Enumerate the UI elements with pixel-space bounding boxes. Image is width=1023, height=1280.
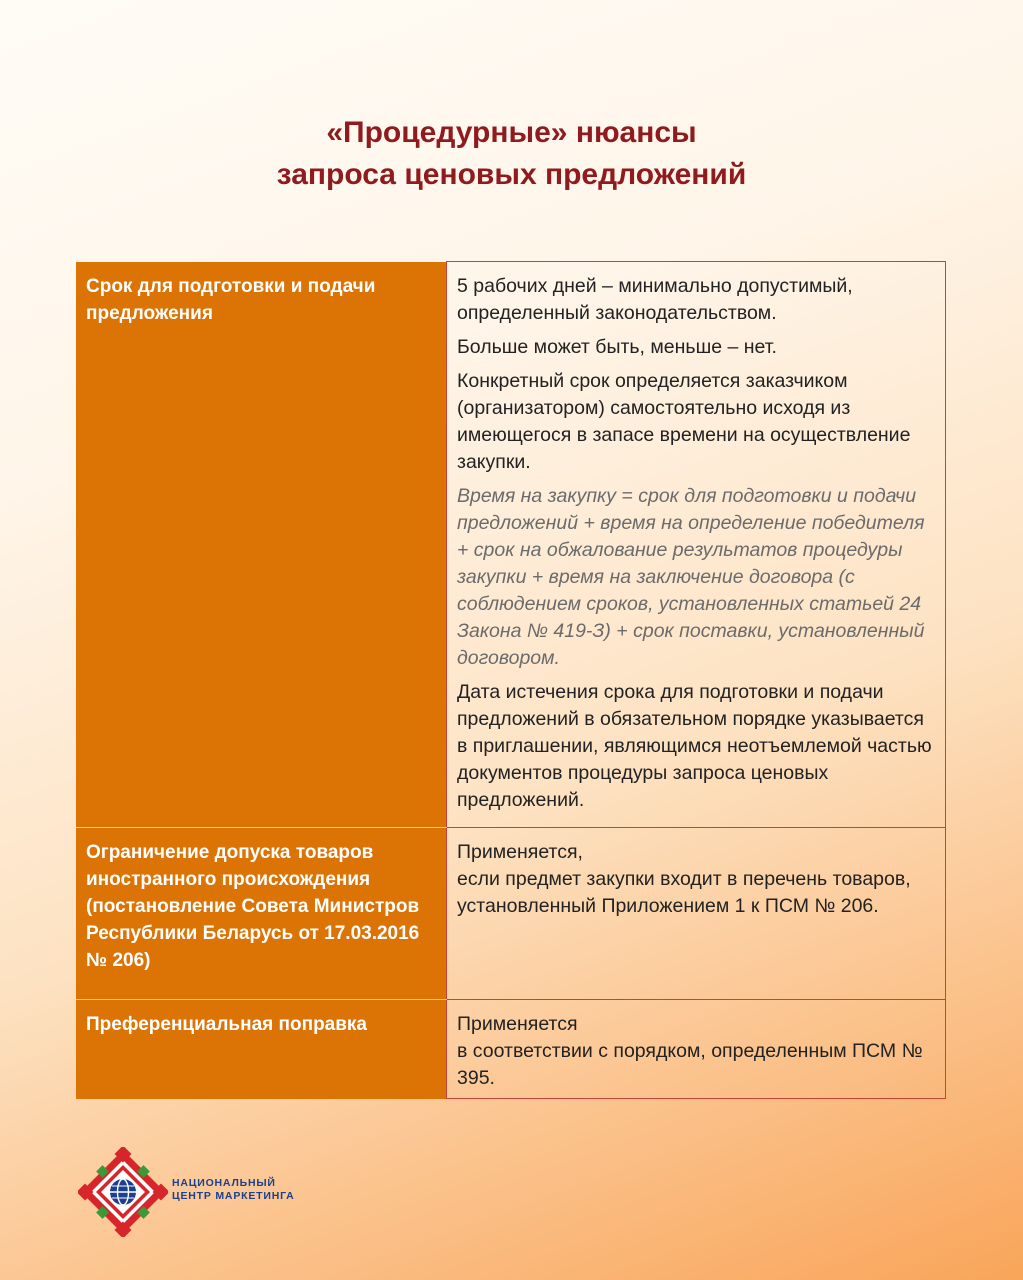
formula-paragraph: Время на закупку = срок для подготовки и подачи предложений + время на определение победителя + срок на обжалование результатов процедуры закупки + время на заключение договора (с соблюдением сроков, установленных статьей 24 Закона № 419-З) + срок поставки, установленный договором. — [457, 485, 925, 669]
paragraph: Применяется, — [457, 841, 583, 863]
organization-name-line-2: ЦЕНТР МАРКЕТИНГА — [172, 1190, 295, 1202]
row-value — [447, 1000, 946, 1099]
title-line-1: «Процедурные» нюансы — [326, 116, 697, 149]
row-label: Ограничение допуска товаров иностранного происхождения (постановление Совета Министров Республики Беларусь от 17.03.2016 № 206) — [76, 828, 447, 1000]
organization-name — [172, 1177, 295, 1203]
row-value — [447, 262, 946, 828]
paragraph: Применяется — [457, 1013, 578, 1035]
row-label: Срок для подготовки и подачи предложения — [76, 262, 447, 828]
page-title — [0, 112, 1023, 196]
title-line-2: запроса ценовых предложений — [276, 158, 747, 191]
paragraph: Дата истечения срока для подготовки и подачи предложений в обязательном порядке указывается в приглашении, являющимся неотъемлемой частью документов процедуры запроса ценовых предложений. — [457, 681, 932, 811]
organization-name-line-1: НАЦИОНАЛЬНЫЙ — [172, 1177, 276, 1189]
table-row — [76, 828, 946, 1000]
row-value — [447, 828, 946, 1000]
paragraph: если предмет закупки входит в перечень товаров, установленный Приложением 1 к ПСМ № 206. — [457, 868, 911, 917]
paragraph: 5 рабочих дней – минимально допустимый, определенный законодательством. — [457, 275, 853, 324]
paragraph: Больше может быть, меньше – нет. — [457, 336, 777, 358]
paragraph: Конкретный срок определяется заказчиком (организатором) самостоятельно исходя из имеющегося в запасе времени на осуществление закупки. — [457, 370, 911, 473]
procedures-table — [76, 261, 946, 1099]
national-ornament-globe-icon — [78, 1147, 168, 1237]
paragraph: в соответствии с порядком, определенным ПСМ № 395. — [457, 1040, 923, 1089]
row-label: Преференциальная поправка — [76, 1000, 447, 1099]
table-row — [76, 262, 946, 828]
table-row — [76, 1000, 946, 1099]
